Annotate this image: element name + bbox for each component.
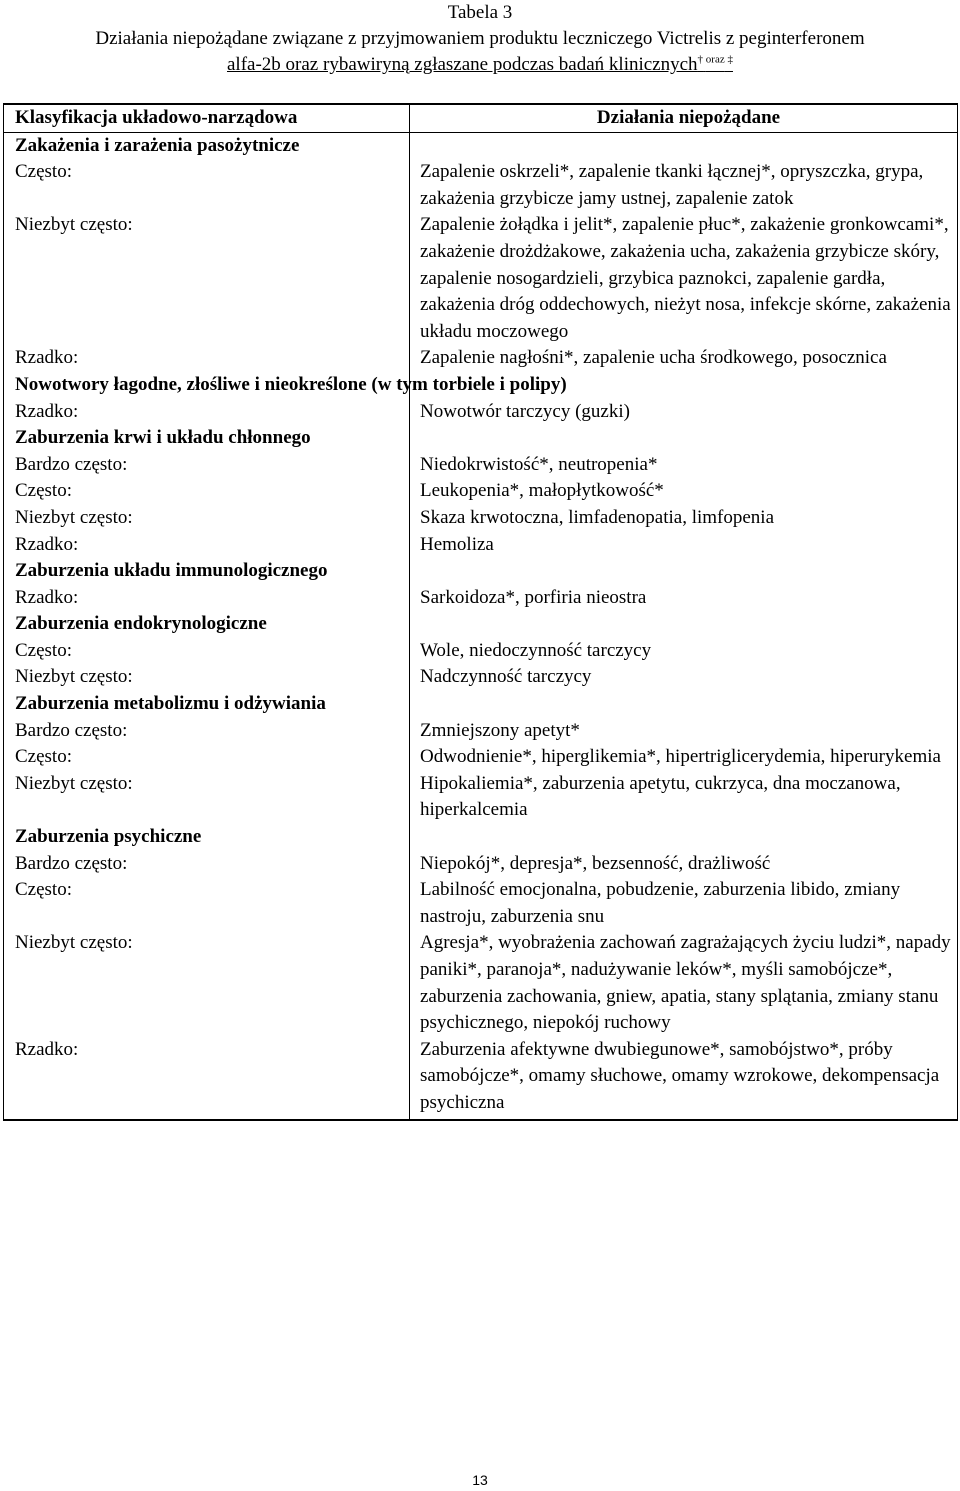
- adverse-reactions-table: [3, 103, 958, 1121]
- category-label: Zaburzenia psychiczne: [4, 824, 410, 851]
- adverse-effects-cell: Niedokrwistość*, neutropenia*: [410, 452, 958, 479]
- table-row: [4, 744, 958, 771]
- frequency-cell: Niezbyt często:: [4, 212, 410, 345]
- frequency-cell: Rzadko:: [4, 1037, 410, 1120]
- table-row: [4, 532, 958, 559]
- adverse-effects-cell: Zapalenie oskrzeli*, zapalenie tkanki łącznej*, opryszczka, grypa, zakażenia grzybicze jamy ustnej, zapalenie zatok: [410, 159, 958, 212]
- category-empty-cell: [410, 425, 958, 452]
- table-row: [4, 930, 958, 1036]
- table-title-line-1: Działania niepożądane związane z przyjmowaniem produktu leczniczego Victrelis z peginterferonem: [95, 28, 865, 49]
- table-row: [4, 877, 958, 930]
- table-row: [4, 851, 958, 878]
- category-row: [4, 372, 958, 399]
- adverse-effects-cell: Leukopenia*, małopłytkowość*: [410, 478, 958, 505]
- table-title-line-2-text: alfa-2b oraz rybawiryną zgłaszane podczas badań klinicznych: [227, 54, 698, 75]
- category-label: Zaburzenia endokrynologiczne: [4, 611, 410, 638]
- header-classification: Klasyfikacja układowo-narządowa: [4, 104, 410, 132]
- table-row: [4, 345, 958, 372]
- category-label: Nowotwory łagodne, złośliwe i nieokreślone (w tym torbiele i polipy): [4, 372, 410, 399]
- table-row: [4, 718, 958, 745]
- adverse-effects-cell: Nadczynność tarczycy: [410, 664, 958, 691]
- table-row: [4, 771, 958, 824]
- category-row: [4, 132, 958, 159]
- oraz-superscript: oraz: [705, 53, 725, 66]
- adverse-effects-cell: Agresja*, wyobrażenia zachowań zagrażających życiu ludzi*, napady paniki*, paranoja*, nadużywanie leków*, myśli samobójcze*, zaburzenia zachowania, gniew, apatia, stany splątania, zmiany stanu psychicznego, niepokój ruchowy: [410, 930, 958, 1036]
- adverse-effects-cell: Odwodnienie*, hiperglikemia*, hipertriglicerydemia, hiperurykemia: [410, 744, 958, 771]
- table-caption: [0, 0, 960, 78]
- table-row: [4, 478, 958, 505]
- category-empty-cell: [410, 691, 958, 718]
- category-row: [4, 691, 958, 718]
- category-label: Zaburzenia metabolizmu i odżywiania: [4, 691, 410, 718]
- category-row: [4, 824, 958, 851]
- frequency-cell: Niezbyt często:: [4, 930, 410, 1036]
- frequency-cell: Często:: [4, 744, 410, 771]
- double-dagger-superscript: ‡: [727, 53, 733, 66]
- adverse-effects-cell: Zapalenie żołądka i jelit*, zapalenie płuc*, zakażenie gronkowcami*, zakażenie drożdżakowe, zakażenia ucha, zakażenia grzybicze skóry, zapalenie nosogardzieli, grzybica paznokci, zapalenie gardła, zakażenia dróg oddechowych, nieżyt nosa, infekcje skórne, zakażenia układu moczowego: [410, 212, 958, 345]
- table-row: [4, 212, 958, 345]
- frequency-cell: Bardzo często:: [4, 718, 410, 745]
- frequency-cell: Rzadko:: [4, 345, 410, 372]
- adverse-effects-cell: Zaburzenia afektywne dwubiegunowe*, samobójstwo*, próby samobójcze*, omamy słuchowe, omamy wzrokowe, dekompensacja psychiczna: [410, 1037, 958, 1120]
- frequency-cell: Niezbyt często:: [4, 664, 410, 691]
- adverse-effects-cell: Zmniejszony apetyt*: [410, 718, 958, 745]
- header-adverse-reactions: Działania niepożądane: [410, 104, 958, 132]
- dagger-superscript: †: [697, 53, 704, 66]
- category-row: [4, 558, 958, 585]
- category-empty-cell: [410, 611, 958, 638]
- table-header-row: [4, 104, 958, 132]
- adverse-effects-cell: Nowotwór tarczycy (guzki): [410, 399, 958, 426]
- frequency-cell: Często:: [4, 478, 410, 505]
- page-number: 13: [472, 1472, 488, 1488]
- table-body: [4, 104, 958, 1120]
- category-empty-cell: [410, 132, 958, 159]
- frequency-cell: Bardzo często:: [4, 452, 410, 479]
- frequency-cell: Często:: [4, 877, 410, 930]
- category-label: Zaburzenia układu immunologicznego: [4, 558, 410, 585]
- category-row: [4, 425, 958, 452]
- adverse-effects-cell: Hipokaliemia*, zaburzenia apetytu, cukrzyca, dna moczanowa, hiperkalcemia: [410, 771, 958, 824]
- table-row: [4, 505, 958, 532]
- frequency-cell: Niezbyt często:: [4, 505, 410, 532]
- table-row: [4, 664, 958, 691]
- adverse-effects-cell: Sarkoidoza*, porfiria nieostra: [410, 585, 958, 612]
- category-empty-cell: [410, 824, 958, 851]
- table-row: [4, 452, 958, 479]
- frequency-cell: Rzadko:: [4, 399, 410, 426]
- table-row: [4, 1037, 958, 1120]
- adverse-effects-cell: Skaza krwotoczna, limfadenopatia, limfopenia: [410, 505, 958, 532]
- frequency-cell: Często:: [4, 159, 410, 212]
- category-label: Zakażenia i zarażenia pasożytnicze: [4, 132, 410, 159]
- frequency-cell: Często:: [4, 638, 410, 665]
- table-row: [4, 585, 958, 612]
- table-title-line-2: [0, 52, 960, 78]
- category-empty-cell: [410, 558, 958, 585]
- table-row: [4, 399, 958, 426]
- category-label: Zaburzenia krwi i układu chłonnego: [4, 425, 410, 452]
- frequency-cell: Niezbyt często:: [4, 771, 410, 824]
- frequency-cell: Bardzo często:: [4, 851, 410, 878]
- frequency-cell: Rzadko:: [4, 532, 410, 559]
- frequency-cell: Rzadko:: [4, 585, 410, 612]
- category-row: [4, 611, 958, 638]
- adverse-effects-cell: Niepokój*, depresja*, bezsenność, drażliwość: [410, 851, 958, 878]
- adverse-effects-cell: Hemoliza: [410, 532, 958, 559]
- table-label: Tabela 3: [447, 2, 513, 23]
- adverse-effects-cell: Zapalenie nagłośni*, zapalenie ucha środkowego, posocznica: [410, 345, 958, 372]
- table-row: [4, 159, 958, 212]
- table-row: [4, 638, 958, 665]
- adverse-effects-cell: Wole, niedoczynność tarczycy: [410, 638, 958, 665]
- adverse-effects-cell: Labilność emocjonalna, pobudzenie, zaburzenia libido, zmiany nastroju, zaburzenia snu: [410, 877, 958, 930]
